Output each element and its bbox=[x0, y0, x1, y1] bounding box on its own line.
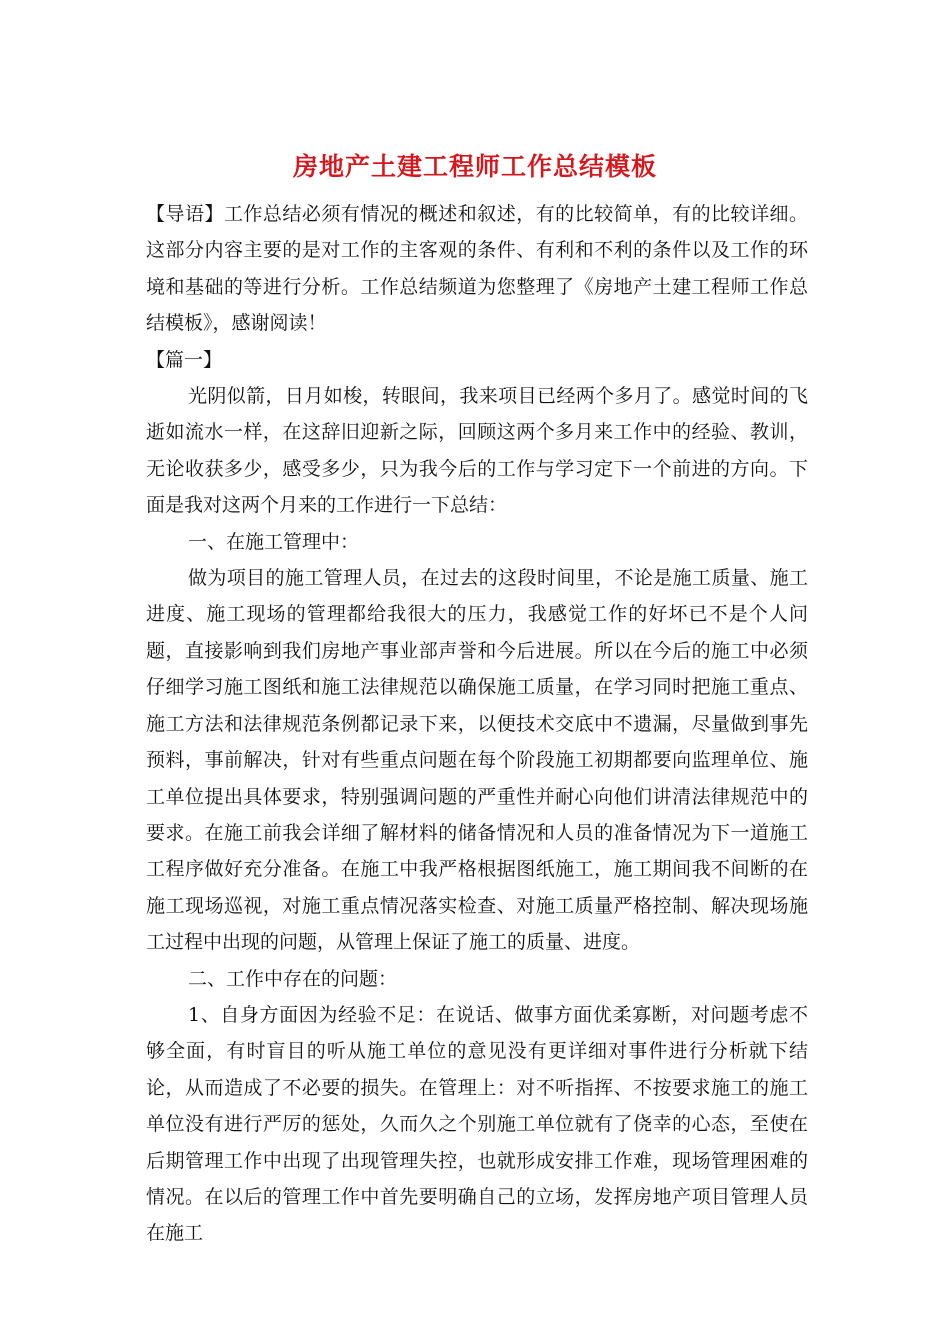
document-title: 房地产土建工程师工作总结模板 bbox=[292, 152, 657, 181]
intro-paragraph: 【导语】工作总结必须有情况的概述和叙述，有的比较简单，有的比较详细。这部分内容主要的是对工作的主客观的条件、有利和不利的条件以及工作的环境和基础的等进行分析。工作总结频道为您整理了《房地产土建工程师工作总结模板》，感谢阅读！ bbox=[146, 203, 808, 335]
body-paragraph: 做为项目的施工管理人员，在过去的这段时间里，不论是施工质量、施工进度、施工现场的管理都给我很大的压力，我感觉工作的好坏已不是个人问题，直接影响到我们房地产事业部声誉和今后进展。所以在今后的施工中必须仔细学习施工图纸和施工法律规范以确保施工质量，在学习同时把施工重点、施工方法和法律规范条例都记录下来，以便技术交底中不遗漏，尽量做到事先预料，事前解决，针对有些重点问题在每个阶段施工初期都要向监理单位、施工单位提出具体要求，特别强调问题的严重性并耐心向他们讲清法律规范中的要求。在施工前我会详细了解材料的储备情况和人员的准备情况为下一道施工工程序做好充分准备。在施工中我严格根据图纸施工，施工期间我不间断的在施工现场巡视，对施工重点情况落实检查、对施工质量严格控制、解决现场施工过程中出现的问题，从管理上保证了施工的质量、进度。 bbox=[146, 567, 808, 954]
subheading-construction-management: 一、在施工管理中： bbox=[188, 530, 360, 553]
subheading-existing-problems: 二、工作中存在的问题： bbox=[188, 967, 398, 990]
document-body bbox=[146, 196, 808, 1252]
section-heading-part-one: 【篇一】 bbox=[146, 348, 223, 371]
body-paragraph: 光阴似箭，日月如梭，转眼间，我来项目已经两个多月了。感觉时间的飞逝如流水一样，在这辞旧迎新之际，回顾这两个多月来工作中的经验、教训，无论收获多少，感受多少，只为我今后的工作与学习定下一个前进的方向。下面是我对这两个月来的工作进行一下总结： bbox=[146, 385, 808, 517]
body-paragraph: 1、自身方面因为经验不足：在说话、做事方面优柔寡断，对问题考虑不够全面，有时盲目的听从施工单位的意见没有更详细对事件进行分析就下结论，从而造成了不必要的损失。在管理上：对不听指挥、不按要求施工的施工单位没有进行严厉的惩处，久而久之个别施工单位就有了侥幸的心态，至使在后期管理工作中出现了出现管理失控，也就形成安排工作难，现场管理困难的情况。在以后的管理工作中首先要明确自己的立场，发挥房地产项目管理人员在施工 bbox=[146, 1003, 808, 1245]
